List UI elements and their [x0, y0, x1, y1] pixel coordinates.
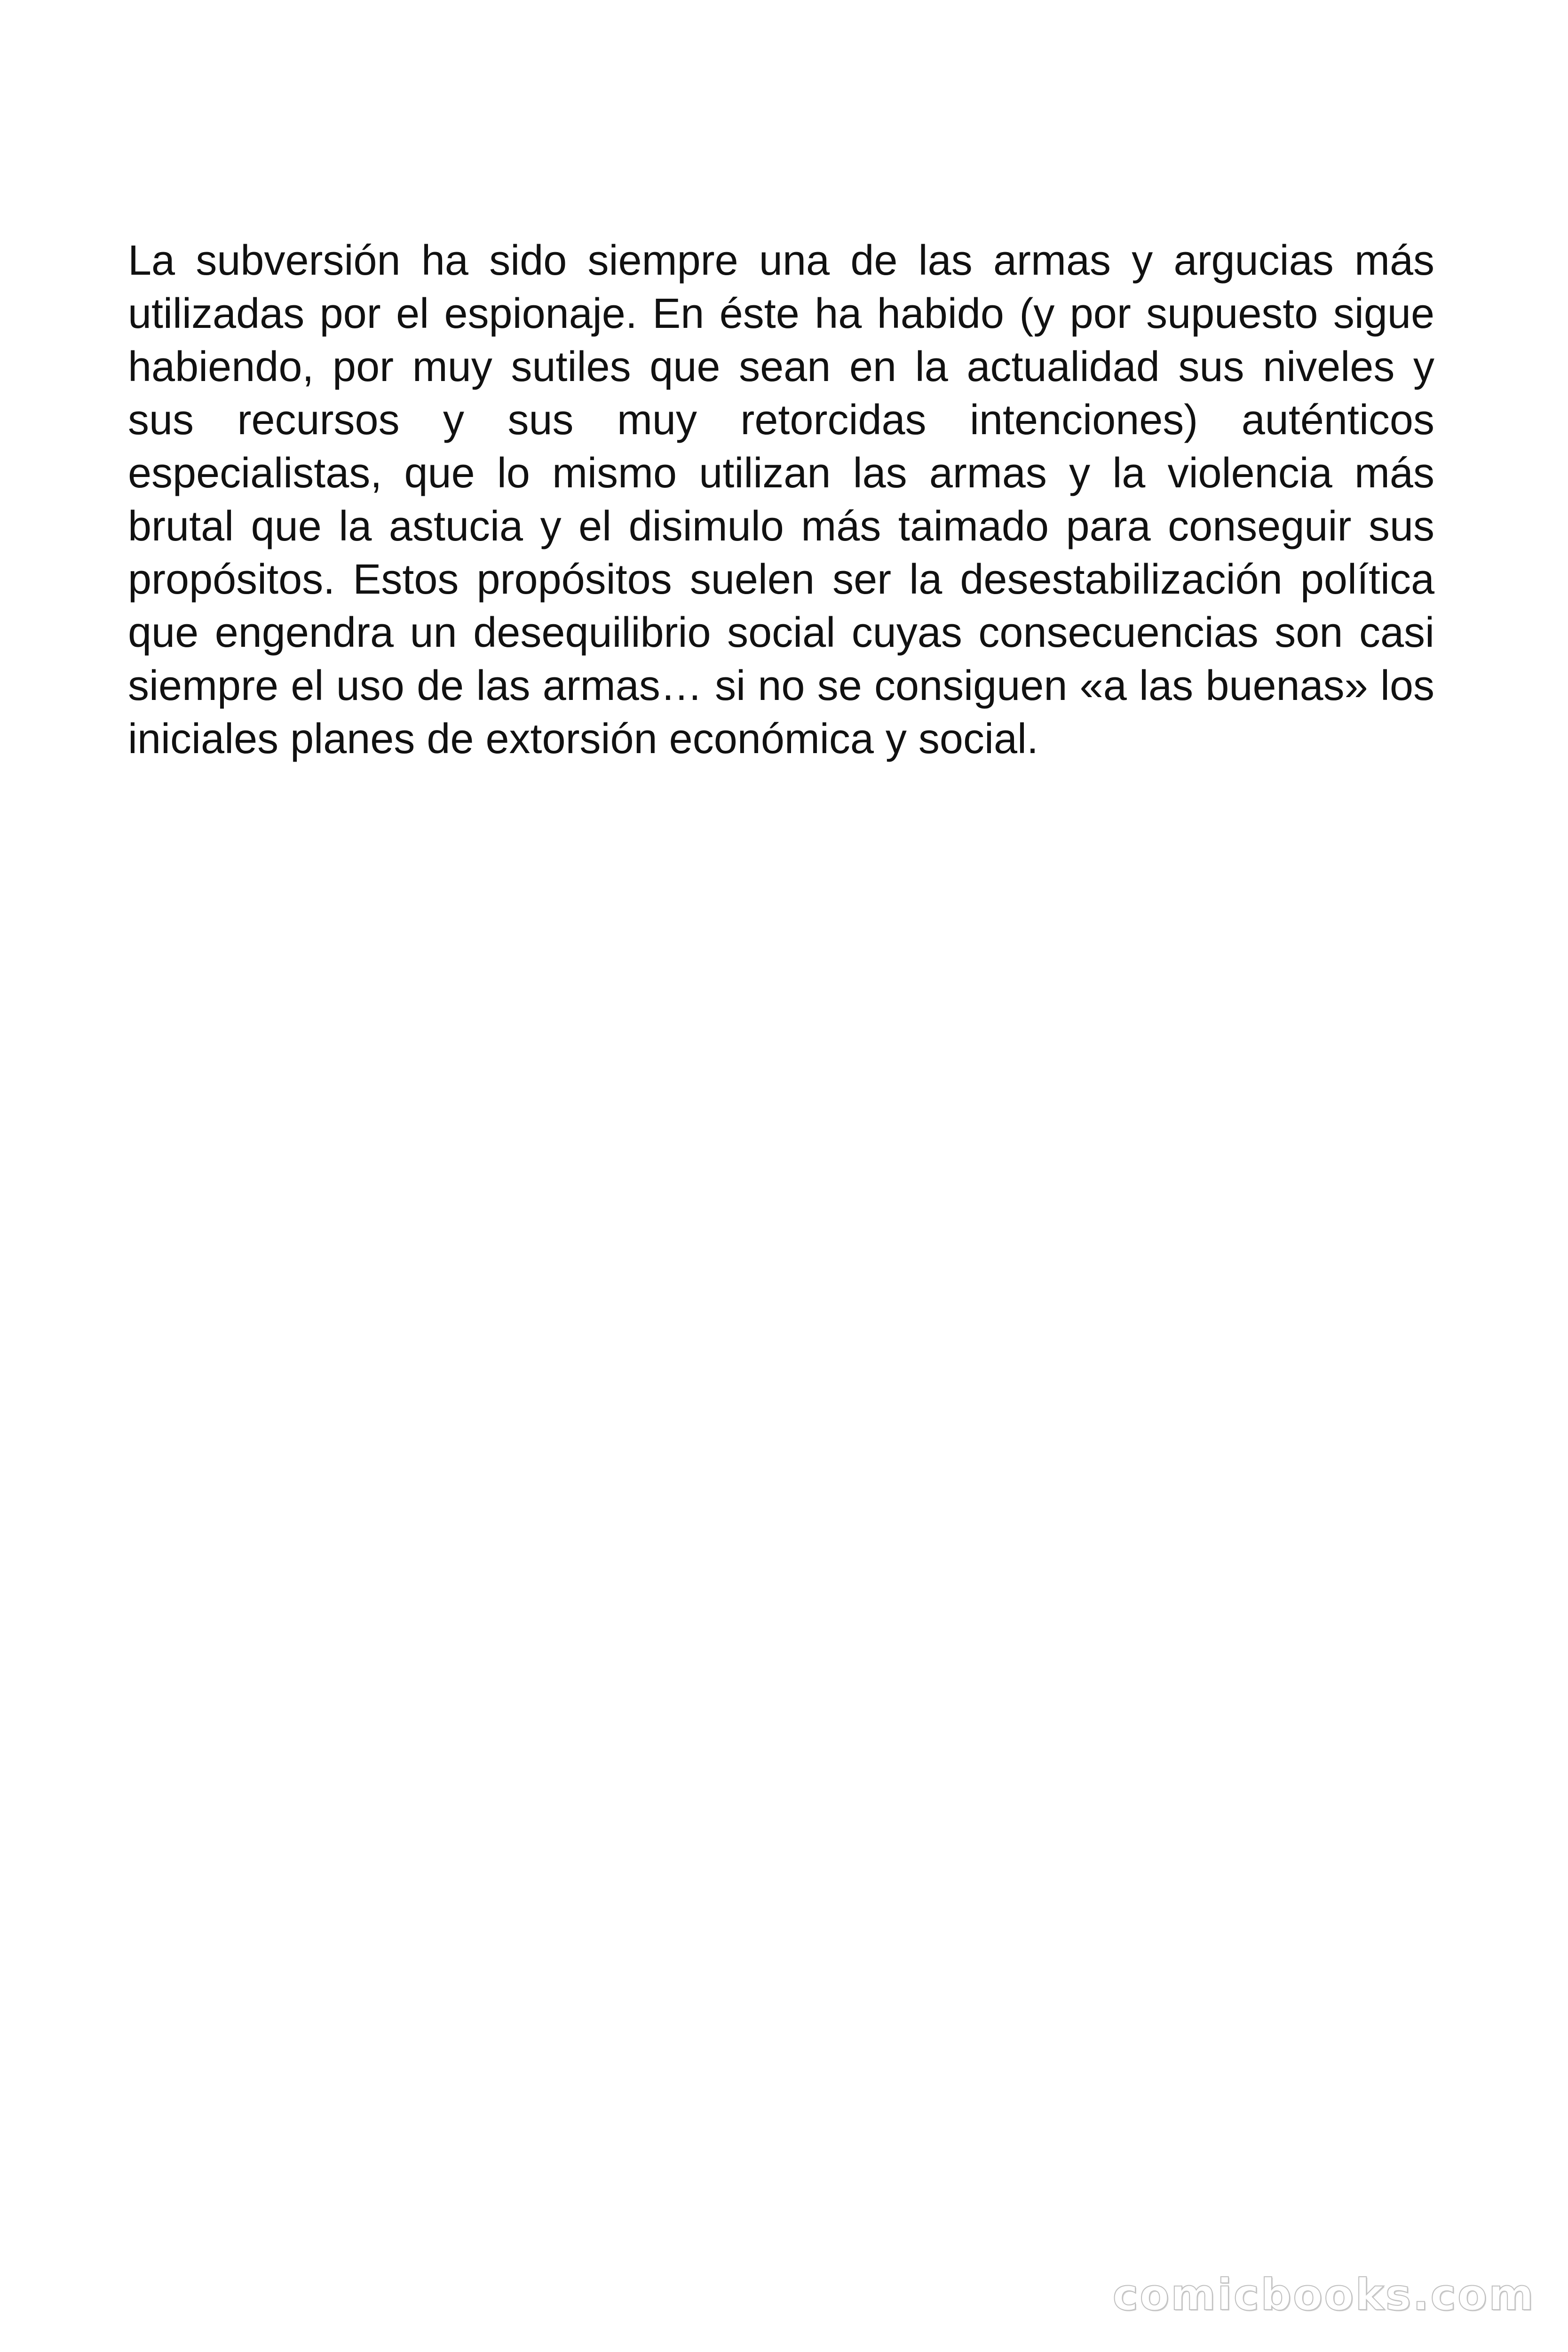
watermark: comicbooks.com [1112, 2270, 1535, 2320]
body-paragraph: La subversión ha sido siempre una de las armas y argucias más utilizadas por el espionaje. En éste ha habido (y por supuesto sigue habiendo, por muy sutiles que sean en la actualidad sus niveles y sus recursos y sus muy retorcidas intenciones) auténticos especialistas, que lo mismo utilizan las armas y la violencia más brutal que la astucia y el disimulo más taimado para conseguir sus propósitos. Estos propósitos suelen ser la desestabilización política que engendra un desequilibrio social cuyas consecuencias son casi siempre el uso de las armas… si no se consiguen «a las buenas» los iniciales planes de extorsión económica y social. [128, 237, 1434, 763]
